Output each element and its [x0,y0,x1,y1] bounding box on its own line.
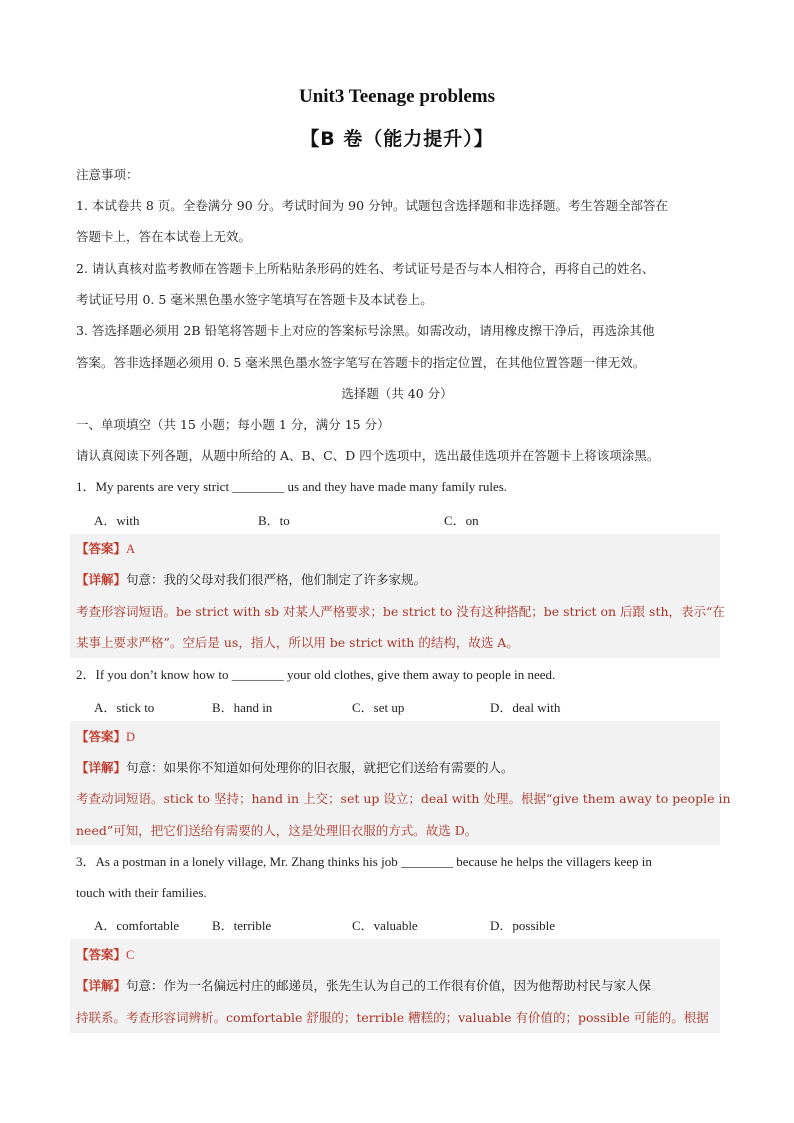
notice-line: 1. 本试卷共 8 页。全卷满分 90 分。考试时间为 90 分钟。试题包含选择题和非选择题。考生答题全部答在 [76,198,669,213]
option-b: B．to [258,513,290,528]
notice-heading: 注意事项： [76,167,139,182]
answer-line [76,728,726,746]
document-title: Unit3 Teenage problems [298,86,495,107]
detail-label: 【详解】 [76,760,127,775]
detail-label: 【详解】 [76,572,127,587]
notice-line: 答案。答非选择题必须用 0. 5 毫米黑色墨水签字笔写在答题卡的指定位置，在其他位置答题一律无效。 [76,355,646,370]
document-subtitle: 【B 卷（能力提升）】 [300,128,494,150]
section-title: 选择题（共 40 分） [341,386,453,401]
detail-line [76,759,726,777]
option-a: A．comfortable [94,918,180,933]
answer-line [76,946,726,964]
notice-line: 3. 答选择题必须用 2B 铅笔将答题卡上对应的答案标号涂黑。如需改动，请用橡皮擦干净后，再选涂其他 [76,323,655,338]
detail-text: 句意：如果你不知道如何处理你的旧衣服，就把它们送给有需要的人。 [126,760,514,775]
answer-label: 【答案】 [76,541,127,556]
answer-label: 【答案】 [76,729,127,744]
answer-label: 【答案】 [76,947,127,962]
answer-value: D [126,730,136,744]
option-b: B．terrible [212,918,272,933]
part-title: 一、单项填空（共 15 小题；每小题 1 分，满分 15 分） [76,417,390,432]
option-c: C．on [444,513,479,528]
option-c: C．valuable [352,918,418,933]
answer-line [76,540,726,558]
detail-text: 句意：作为一名偏远村庄的邮递员，张先生认为自己的工作很有价值，因为他帮助村民与家人保 [126,978,652,993]
detail-text: 句意：我的父母对我们很严格，他们制定了许多家规。 [126,572,427,587]
answer-value: A [126,542,136,556]
option-b: B．hand in [212,700,273,715]
question-stem: 3．As a postman in a lonely village, Mr. Zhang thinks his job ________ because he helps the villagers keep in [76,854,652,869]
notice-line: 2. 请认真核对监考教师在答题卡上所粘贴条形码的姓名、考试证号是否与本人相符合，再将自己的姓名、 [76,261,655,276]
notice-line: 考试证号用 0. 5 毫米黑色墨水签字笔填写在答题卡及本试卷上。 [76,292,433,307]
question-stem: 2．If you don’t know how to ________ your old clothes, give them away to people in need. [76,667,556,682]
detail-text: 持联系。考查形容词辨析。comfortable 舒服的；terrible 糟糕的；valuable 有价值的；possible 可能的。根据 [76,1010,709,1025]
detail-text: 某事上要求严格”。空后是 us，指人，所以用 be strict with 的结构，故选 A。 [76,635,519,650]
question-stem: 1．My parents are very strict ________ us and they have made many family rules. [76,479,508,494]
detail-text: 考查形容词短语。be strict with sb 对某人严格要求；be strict to 没有这种搭配；be strict on 后跟 sth，表示“在 [76,604,725,619]
detail-line [76,977,726,995]
detail-label: 【详解】 [76,978,127,993]
option-d: D．deal with [490,700,561,715]
answer-value: C [126,948,135,962]
option-a: A．with [94,513,140,528]
question-stem: touch with their families. [76,885,207,900]
detail-line [76,571,726,589]
notice-line: 答题卡上，答在本试卷上无效。 [76,229,252,244]
option-a: A．stick to [94,700,155,715]
option-d: D．possible [490,918,556,933]
option-c: C．set up [352,700,405,715]
detail-text: need”可知，把它们送给有需要的人，这是处理旧衣服的方式。故选 D。 [76,823,478,838]
detail-text: 考查动词短语。stick to 坚持；hand in 上交；set up 设立；deal with 处理。根据“give them away to people in [76,791,731,806]
instruction: 请认真阅读下列各题，从题中所给的 A、B、C、D 四个选项中，选出最佳选项并在答题卡上将该项涂黑。 [76,448,660,463]
